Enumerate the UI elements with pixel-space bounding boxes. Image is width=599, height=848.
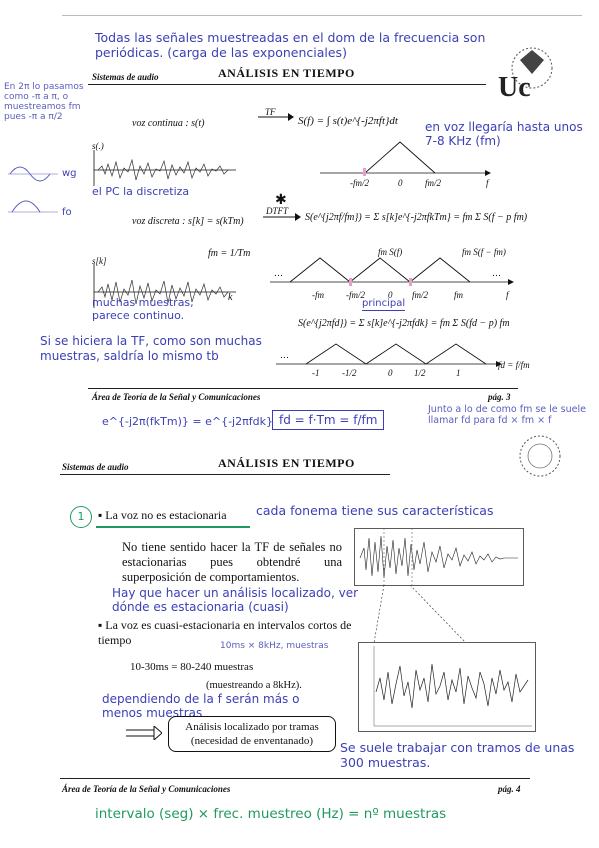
bullet1-underline bbox=[96, 526, 250, 528]
footer-rule-p4 bbox=[60, 778, 530, 779]
top-handwritten-note: Todas las señales muestreadas en el dom de la frecuencia son periódicas. (carga de las exponenciales) bbox=[95, 30, 486, 60]
localized-analysis-box: Análisis localizado por tramas (necesidad de enventanado) bbox=[168, 716, 336, 752]
paragraph-1: No tiene sentido hacer la TF de señales no estacionarias pues obtendré una superposición de comportamientos. bbox=[122, 540, 342, 584]
page-number: pág. 3 bbox=[488, 392, 511, 402]
continuous-waveform bbox=[88, 148, 238, 188]
tf-formula: S(f) = ∫ s(t)e^{-j2πft}dt bbox=[298, 115, 398, 127]
axis2-tick-5: f bbox=[506, 290, 509, 300]
footer-text-p4: Área de Teoría de la Señal y Comunicaciones bbox=[62, 784, 231, 794]
svg-text:…: … bbox=[492, 268, 501, 278]
svg-text:…: … bbox=[280, 350, 289, 360]
bullet2-marker: ▪ bbox=[98, 618, 106, 632]
zoom-connector bbox=[370, 585, 470, 645]
dtft-formula: S(e^{j2πf/fm}) = Σ s[k]e^{-j2πfkTm} = fm Σ S(f − p fm) bbox=[305, 212, 528, 223]
axis1-tick-1: 0 bbox=[398, 178, 403, 188]
principal-note: principal bbox=[362, 298, 406, 309]
bullet1-text bbox=[98, 508, 227, 523]
course-label: Sistemas de audio bbox=[92, 72, 159, 82]
spec-label-0: fm S(f) bbox=[378, 247, 403, 257]
dtft-arrow-icon bbox=[263, 212, 301, 222]
tf-arrow-icon bbox=[258, 112, 294, 122]
note-10ms: 10ms × 8kHz, muestras bbox=[220, 641, 329, 651]
samples-note: muchas muestras, parece continuo. bbox=[92, 296, 194, 322]
bottom-formula: e^{-j2π(fkTm)} = e^{-j2πfdk} bbox=[102, 415, 273, 428]
note-localized-analysis: Hay que hacer un análisis localizado, ver dónde es estacionaria (cuasi) bbox=[112, 586, 359, 614]
bottom-green-note: intervalo (seg) × frec. muestreo (Hz) = nº muestras bbox=[95, 806, 447, 822]
voz-discreta: voz discreta : s[k] = s(kTm) bbox=[132, 216, 244, 227]
svg-text:…: … bbox=[274, 268, 283, 278]
dtft-label: DTFT bbox=[266, 206, 289, 216]
footer-rule bbox=[88, 388, 518, 389]
star-note: Si se hiciera la TF, como son muchas muestras, saldría lo mismo tb bbox=[40, 334, 262, 363]
sketch-sine-icon bbox=[8, 160, 68, 220]
university-logo bbox=[492, 44, 556, 102]
left-handwritten-note: En 2π lo pasamos como -π a π, o muestreamos fm pues -π a π/2 bbox=[4, 82, 84, 122]
top-rule bbox=[62, 15, 582, 16]
spec-label-1: fm S(f − fm) bbox=[462, 247, 506, 257]
axis2-tick-4: fm bbox=[454, 290, 463, 300]
speech-waveform-full bbox=[354, 528, 524, 586]
note-depending-f: dependiendo de la f serán más o menos muestras bbox=[102, 692, 300, 720]
pc-note: el PC la discretiza bbox=[92, 185, 190, 198]
axis2-tick-3: fm/2 bbox=[412, 290, 429, 300]
axis3-tick-2: 0 bbox=[388, 368, 393, 378]
s-func-label: s(.) bbox=[92, 141, 104, 151]
header-rule bbox=[88, 84, 486, 85]
right-handwritten-note: en voz llegaría hasta unos 7-8 KHz (fm) bbox=[425, 120, 583, 148]
samples-line: 10-30ms = 80-240 muestras bbox=[130, 661, 254, 673]
wg-label: wg bbox=[62, 168, 77, 179]
axis1-tick-3: f bbox=[486, 178, 489, 188]
fm-definition: fm = 1/Tm bbox=[208, 248, 251, 259]
axis3-tick-5: fd = f/fm bbox=[498, 360, 530, 370]
k-axis-label: k bbox=[228, 292, 233, 303]
spectrum-continuous bbox=[320, 138, 500, 188]
bottom-note: Junto a lo de como fm se le suele llamar fd para fd × fm × f bbox=[428, 404, 586, 426]
page-title: ANÁLISIS EN TIEMPO bbox=[218, 66, 355, 80]
axis1-tick-0: -fm/2 bbox=[350, 178, 369, 188]
tf-label: TF bbox=[265, 107, 276, 117]
axis1-tick-2: fm/2 bbox=[425, 178, 442, 188]
voz-continua: voz continua : s(t) bbox=[132, 118, 205, 129]
note-300-samples: Se suele trabajar con tramos de unas 300 muestras. bbox=[340, 740, 575, 770]
star-icon: ✱ bbox=[275, 193, 287, 208]
bullet1-label: La voz no es estacionaria bbox=[105, 508, 227, 522]
bullet1-note: cada fonema tiene sus características bbox=[256, 503, 494, 518]
number-badge: 1 bbox=[70, 506, 92, 528]
axis3-tick-3: 1/2 bbox=[414, 368, 426, 378]
sampling-line: (muestreando a 8kHz). bbox=[206, 680, 302, 691]
axis2-tick-0: -fm bbox=[312, 290, 324, 300]
course-label-p4: Sistemas de audio bbox=[62, 462, 129, 472]
axis3-tick-1: -1/2 bbox=[342, 368, 357, 378]
spectrum-periodic bbox=[270, 252, 520, 292]
speech-waveform-zoom bbox=[358, 642, 536, 732]
sum-formula: S(e^{j2πfd}) = Σ s[k]e^{-j2πfdk} = fm Σ S(fd − p) fm bbox=[298, 318, 510, 329]
fo-label: fo bbox=[62, 207, 72, 218]
bullet1-marker: ▪ bbox=[98, 508, 106, 522]
axis2-tick-2: 0 bbox=[388, 290, 393, 300]
axis3-tick-4: 1 bbox=[456, 368, 461, 378]
double-arrow-icon bbox=[126, 726, 162, 740]
svg-text:Uc: Uc bbox=[498, 72, 531, 102]
header-rule-p4 bbox=[60, 474, 390, 475]
university-logo-p4 bbox=[510, 432, 570, 482]
sk-label: s[k] bbox=[92, 256, 107, 266]
footer-text: Área de Teoría de la Señal y Comunicaciones bbox=[92, 392, 261, 402]
fd-definition: fd = f·Tm = f/fm bbox=[272, 410, 384, 430]
bullet2-label: La voz es cuasi-estacionaria en intervalos cortos de tiempo bbox=[98, 618, 352, 647]
axis2-tick-1: -fm/2 bbox=[346, 290, 365, 300]
page-title-p4: ANÁLISIS EN TIEMPO bbox=[218, 456, 355, 470]
page-number-p4: pág. 4 bbox=[498, 784, 521, 794]
axis3-tick-0: -1 bbox=[312, 368, 320, 378]
